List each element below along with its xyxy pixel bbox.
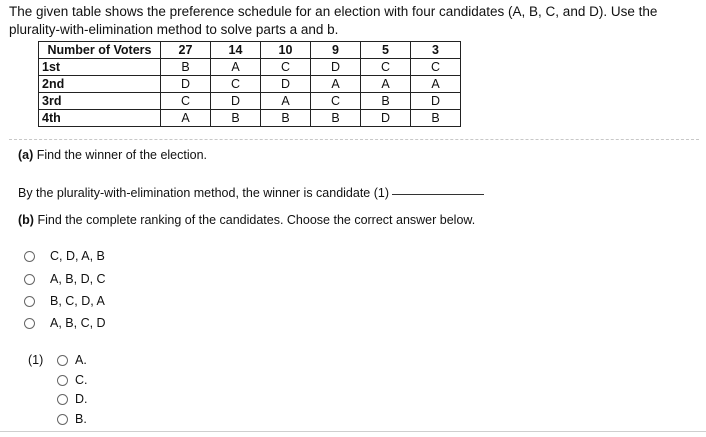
table-cell: D	[211, 93, 261, 110]
dropdown-number: (1)	[28, 353, 44, 367]
table-cell: D	[411, 93, 461, 110]
ranking-option-label: B, C, D, A	[50, 294, 105, 308]
problem-intro: The given table shows the preference schedule for an election with four candidates (A, B, C, and D). Use the plurality-with-elimination method to solve parts a and b.	[9, 4, 658, 37]
table-cell: D	[311, 59, 361, 76]
table-cell: B	[211, 110, 261, 127]
table-cell: C	[311, 93, 361, 110]
radio-button[interactable]	[24, 251, 35, 262]
table-row	[39, 110, 461, 127]
ranking-option[interactable]	[24, 249, 105, 263]
table-cell: C	[211, 76, 261, 93]
part-b-text: Find the complete ranking of the candidates. Choose the correct answer below.	[37, 213, 476, 227]
bottom-divider	[0, 431, 706, 432]
part-a-question	[18, 148, 207, 162]
table-cell: C	[261, 59, 311, 76]
table-row	[39, 76, 461, 93]
table-cell: B	[261, 110, 311, 127]
radio-button[interactable]	[57, 355, 68, 366]
radio-button[interactable]	[57, 394, 68, 405]
ranking-option-label: A, B, D, C	[50, 272, 106, 286]
part-a-prefix: (a)	[18, 148, 34, 162]
dropdown-option[interactable]	[57, 373, 88, 387]
voters-count: 14	[211, 42, 261, 59]
table-row	[39, 93, 461, 110]
table-row	[39, 59, 461, 76]
radio-button[interactable]	[24, 296, 35, 307]
preference-schedule-table	[38, 41, 461, 127]
dropdown-option-label: D.	[75, 392, 88, 406]
voters-count: 3	[411, 42, 461, 59]
dropdown-option-label: C.	[75, 373, 88, 387]
number-of-voters-header: Number of Voters	[39, 42, 161, 59]
table-cell: B	[161, 59, 211, 76]
answer-blank[interactable]	[392, 194, 484, 195]
part-b-question	[18, 213, 475, 227]
part-b-prefix: (b)	[18, 213, 34, 227]
part-a-text: Find the winner of the election.	[36, 148, 208, 162]
voters-count: 10	[261, 42, 311, 59]
rank-label: 3rd	[39, 93, 161, 110]
table-cell: A	[261, 93, 311, 110]
dropdown-option[interactable]	[57, 412, 87, 426]
table-header-row	[39, 42, 461, 59]
answer-sentence	[18, 186, 484, 200]
table-cell: C	[411, 59, 461, 76]
ranking-option[interactable]	[24, 316, 106, 330]
radio-button[interactable]	[57, 414, 68, 425]
table-cell: A	[161, 110, 211, 127]
table-cell: A	[411, 76, 461, 93]
table-cell: D	[261, 76, 311, 93]
dropdown-option-label: A.	[75, 353, 87, 367]
rank-label: 4th	[39, 110, 161, 127]
table-cell: B	[411, 110, 461, 127]
voters-count: 27	[161, 42, 211, 59]
table-cell: D	[161, 76, 211, 93]
dropdown-option[interactable]	[57, 392, 88, 406]
table-cell: C	[161, 93, 211, 110]
ranking-option[interactable]	[24, 272, 106, 286]
table-cell: D	[361, 110, 411, 127]
radio-button[interactable]	[24, 318, 35, 329]
table-cell: B	[311, 110, 361, 127]
ranking-option[interactable]	[24, 294, 105, 308]
table-cell: C	[361, 59, 411, 76]
rank-label: 2nd	[39, 76, 161, 93]
dropdown-option[interactable]	[57, 353, 87, 367]
dropdown-option-label: B.	[75, 412, 87, 426]
voters-count: 5	[361, 42, 411, 59]
radio-button[interactable]	[24, 274, 35, 285]
radio-button[interactable]	[57, 375, 68, 386]
table-cell: A	[311, 76, 361, 93]
table-cell: A	[211, 59, 261, 76]
voters-count: 9	[311, 42, 361, 59]
table-cell: B	[361, 93, 411, 110]
answer-sentence-text: By the plurality-with-elimination method, the winner is candidate (1)	[18, 186, 390, 200]
section-divider	[9, 139, 699, 140]
ranking-option-label: C, D, A, B	[50, 249, 105, 263]
ranking-option-label: A, B, C, D	[50, 316, 106, 330]
rank-label: 1st	[39, 59, 161, 76]
table-cell: A	[361, 76, 411, 93]
